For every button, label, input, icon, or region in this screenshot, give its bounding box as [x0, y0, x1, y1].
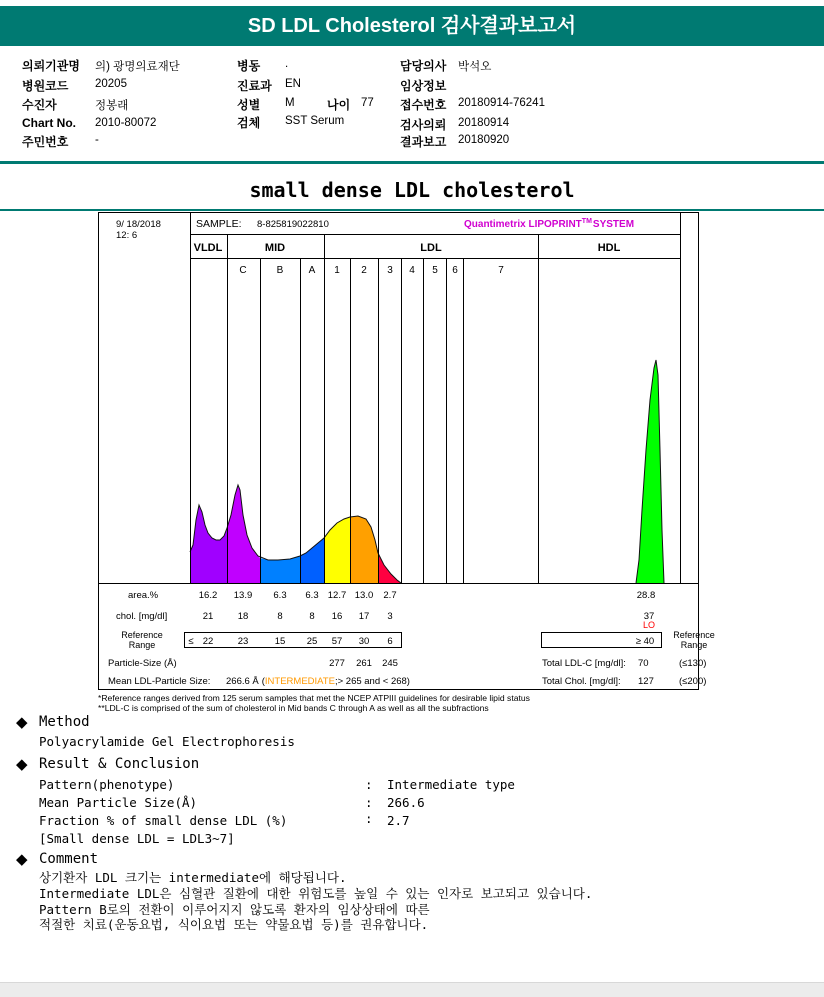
chol-value: 3	[387, 611, 393, 622]
method-text: Polyacrylamide Gel Electrophoresis	[39, 734, 295, 749]
area-value: 2.7	[383, 590, 397, 601]
total-ldl-ref: (≤130)	[679, 658, 707, 669]
band-label-1: 1	[334, 265, 340, 276]
resident-no-label: 주민번호	[22, 135, 69, 149]
band-dividers	[191, 235, 681, 583]
clinical-info-label: 임상정보	[400, 79, 447, 93]
result-sep: :	[365, 795, 373, 810]
band-label-a: A	[308, 265, 316, 276]
report-title: SD LDL Cholesterol 검사결과보고서	[0, 6, 824, 46]
chart-no-label: Chart No.	[22, 116, 76, 130]
band-label-5: 5	[432, 265, 438, 276]
group-vldl: VLDL	[193, 242, 223, 254]
band-a-area	[300, 538, 324, 583]
ref-value: 22	[202, 636, 214, 647]
total-chol-ref: (≤200)	[679, 676, 707, 687]
age-value: 77	[361, 97, 374, 109]
ref-value-hdl: ≥ 40	[635, 636, 655, 647]
doctor-label: 담당의사	[400, 59, 447, 73]
results-table	[108, 590, 715, 687]
institution-value: 의) 광명의료재단	[95, 61, 180, 73]
ward-value: .	[285, 58, 289, 70]
sex-label: 성별	[237, 98, 261, 112]
band-label-b: B	[276, 265, 284, 276]
area-value: 12.7	[327, 590, 347, 601]
band-label-c: C	[239, 265, 247, 276]
chart-time: 12: 6	[116, 230, 138, 241]
particle-label: Particle-Size (Å)	[108, 658, 177, 669]
area-value: 13.0	[354, 590, 374, 601]
diamond-icon: ◆	[16, 713, 28, 731]
electropherogram	[190, 360, 664, 583]
result-sep: :	[365, 811, 373, 826]
sample-id: 8-825819022810	[257, 219, 329, 230]
chart-frame	[99, 213, 699, 690]
area-value: 6.3	[305, 590, 319, 601]
band-label-3: 3	[387, 265, 393, 276]
footnote-1: *Reference ranges derived from 125 serum samples that met the NCEP ATPIII guidelines for desirable lipid status	[98, 693, 530, 703]
chol-value: 18	[237, 611, 249, 622]
band-labels	[239, 265, 504, 276]
result-label: Mean Particle Size(Å)	[39, 795, 198, 810]
area-value: 16.2	[198, 590, 218, 601]
band-label-7: 7	[498, 265, 504, 276]
diamond-icon: ◆	[16, 850, 28, 868]
department-label: 진료과	[237, 79, 272, 93]
result-label: Fraction % of small dense LDL (%)	[39, 813, 288, 828]
ref-value: 15	[274, 636, 286, 647]
request-date-label: 검사의뢰	[400, 118, 447, 132]
chol-label: chol. [mg/dl]	[116, 611, 168, 622]
hospital-code-label: 병원코드	[22, 79, 69, 93]
total-chol-label: Total Chol. [mg/dl]:	[542, 676, 621, 687]
chol-value: 16	[331, 611, 343, 622]
comment-line: 적절한 치료(운동요법, 식이요법 또는 약물요법 등)를 권유합니다.	[39, 917, 429, 932]
area-value-hdl: 28.8	[636, 590, 656, 601]
ref-value: 57	[331, 636, 343, 647]
band-label-4: 4	[409, 265, 415, 276]
examinee-value: 정봉래	[95, 100, 129, 112]
chol-value-hdl: 37	[643, 611, 655, 622]
ref-value: 30	[358, 636, 370, 647]
group-ldl: LDL	[420, 242, 442, 254]
comment-line: 상기환자 LDL 크기는 intermediate에 해당됩니다.	[39, 870, 347, 885]
ward-label: 병동	[237, 59, 261, 73]
doctor-value: 박석오	[458, 61, 492, 73]
mean-value: 266.6 Å (INTERMEDIATE;> 265 and < 268)	[226, 676, 410, 687]
resident-no-value: -	[95, 134, 99, 146]
chart-no-value: 2010-80072	[95, 117, 157, 129]
department-value: EN	[285, 78, 301, 90]
receipt-no-label: 접수번호	[400, 98, 447, 112]
diamond-icon: ◆	[16, 755, 28, 773]
comment-heading: Comment	[39, 851, 99, 867]
institution-label: 의뢰기관명	[22, 59, 80, 73]
section-title: small dense LDL cholesterol	[249, 178, 575, 202]
comment-line: Intermediate LDL은 심혈관 질환에 대한 위험도를 높일 수 있는 인자로 보고되고 있습니다.	[39, 886, 593, 901]
result-value: 2.7	[387, 813, 410, 828]
age-label: 나이	[327, 98, 351, 112]
ref-value: 23	[237, 636, 249, 647]
result-value: 266.6	[387, 795, 425, 810]
band-hdl-area	[636, 360, 664, 583]
ref-right-2: Range	[680, 640, 708, 650]
result-heading: Result & Conclusion	[39, 756, 200, 772]
ref-value: 25	[306, 636, 318, 647]
brand-name: Quantimetrix LIPOPRINT™SYSTEM	[464, 218, 635, 230]
hospital-code-value: 20205	[95, 78, 127, 90]
method-heading: Method	[39, 714, 90, 730]
area-value: 13.9	[233, 590, 253, 601]
result-label: Pattern(phenotype)	[39, 777, 175, 792]
chol-values	[203, 611, 655, 630]
request-date-value: 20180914	[458, 117, 510, 129]
particle-values	[329, 658, 398, 669]
chol-value: 21	[202, 611, 214, 622]
report-date-label: 결과보고	[400, 135, 447, 149]
total-ldl-value: 70	[638, 658, 649, 669]
chart-date: 9/ 18/2018	[116, 219, 161, 230]
area-label: area.%	[128, 590, 159, 601]
report-date-value: 20180920	[458, 134, 510, 146]
curve-outline	[190, 360, 664, 583]
chol-hdl-flag: LO	[642, 620, 656, 630]
ref-lead: ≤	[188, 636, 194, 647]
particle-value: 277	[329, 658, 345, 669]
band-2-area	[350, 516, 378, 583]
result-value: Intermediate type	[387, 777, 515, 792]
specimen-label: 검체	[237, 116, 261, 130]
chol-value: 8	[277, 611, 283, 622]
footnote-2: **LDL-C is comprised of the sum of cholesterol in Mid bands C through A as well as all the subfractions	[98, 703, 489, 713]
band-3-area	[378, 553, 401, 583]
receipt-no-value: 20180914-76241	[458, 97, 545, 109]
ref-label-1: Reference	[121, 630, 163, 640]
total-chol-value: 127	[638, 676, 654, 687]
area-values	[199, 590, 656, 601]
mean-label: Mean LDL-Particle Size:	[108, 676, 211, 687]
sex-value: M	[285, 97, 295, 109]
sample-label: SAMPLE:	[196, 218, 242, 230]
band-label-2: 2	[361, 265, 367, 276]
total-ldl-label: Total LDL-C [mg/dl]:	[542, 658, 626, 669]
band-c-area	[227, 485, 260, 583]
comment-line: Pattern B로의 전환이 이루어지지 않도록 환자의 임상상태에 따른	[39, 902, 430, 917]
ref-value: 6	[387, 636, 393, 647]
area-value: 6.3	[273, 590, 287, 601]
band-label-6: 6	[452, 265, 458, 276]
group-mid: MID	[264, 242, 286, 254]
specimen-value: SST Serum	[285, 115, 345, 127]
ref-label-2: Range	[128, 640, 156, 650]
band-1-area	[324, 517, 350, 583]
examinee-label: 수진자	[22, 98, 57, 112]
group-hdl: HDL	[597, 242, 621, 254]
chol-value: 8	[309, 611, 315, 622]
result-note: [Small dense LDL = LDL3~7]	[39, 831, 235, 846]
band-vldl-area	[190, 505, 227, 583]
scroll-area-bottom	[0, 982, 824, 997]
ref-right-1: Reference	[673, 630, 715, 640]
particle-value: 261	[356, 658, 372, 669]
particle-value: 245	[382, 658, 398, 669]
result-sep: :	[365, 777, 373, 792]
chol-value: 17	[358, 611, 370, 622]
